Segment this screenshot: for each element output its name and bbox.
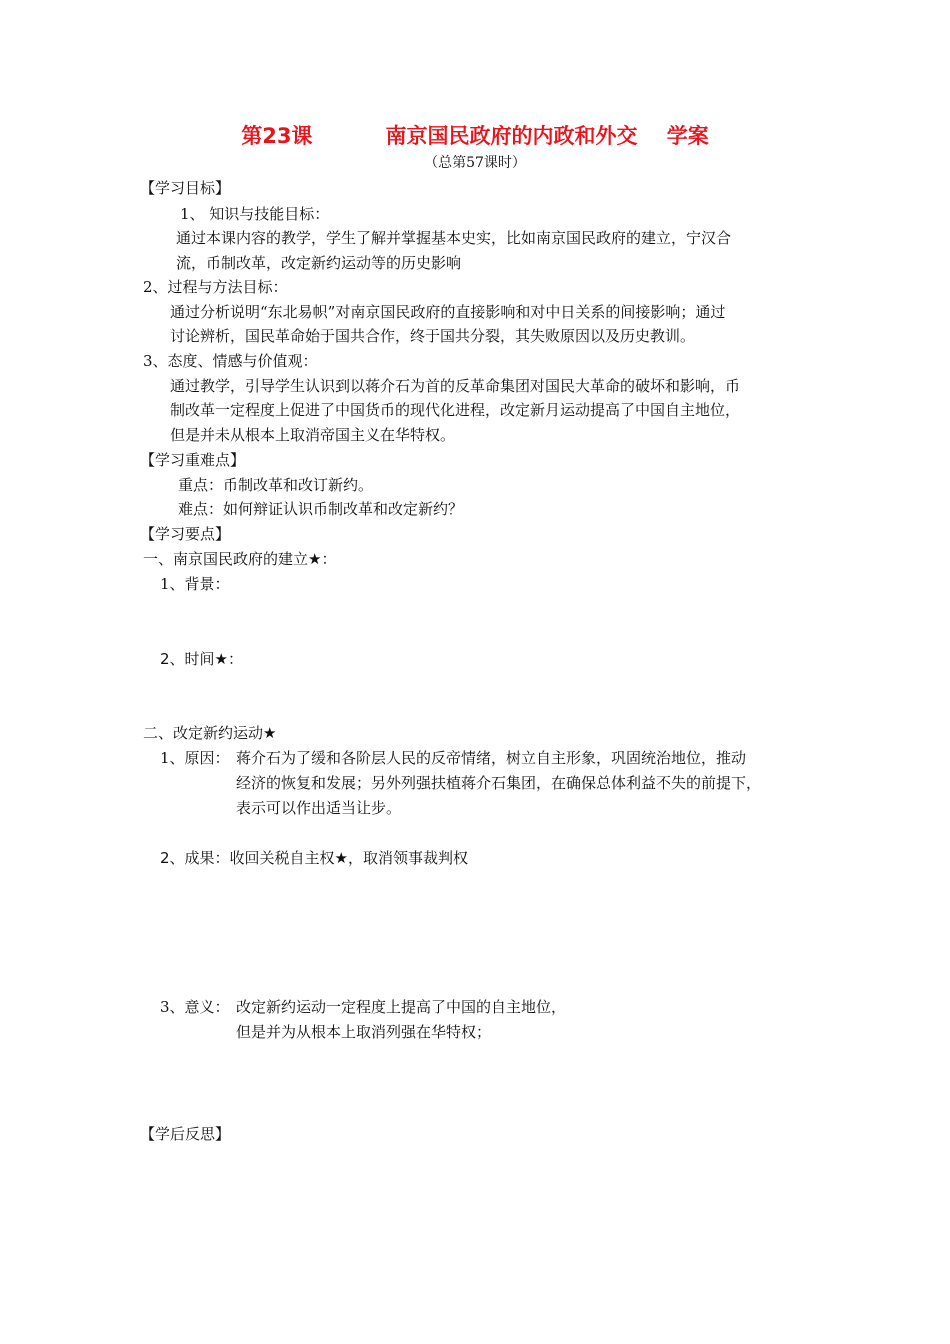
objectives-heading: 【学习目标】 xyxy=(140,179,231,197)
document-subtitle: （总第57课时） xyxy=(424,155,526,171)
knowledge-goal-text-1: 通过本课内容的教学，学生了解并掌握基本史实，比如南京国民政府的建立，宁汉合 xyxy=(176,229,732,247)
reflection-heading: 【学后反思】 xyxy=(140,1125,231,1143)
section2-result: 2、成果：收回关税自主权★，取消领事裁判权 xyxy=(160,849,468,867)
section2-meaning-text-1: 改定新约运动一定程度上提高了中国的自主地位， xyxy=(236,998,567,1016)
keypoints-heading: 【学习重难点】 xyxy=(140,451,246,469)
key-point: 重点：币制改革和改订新约。 xyxy=(178,476,374,494)
section2-cause-text-2: 经济的恢复和发展；另外列强扶植蒋介石集团，在确保总体利益不失的前提下， xyxy=(236,774,762,792)
attitude-goal-text-2: 制改革一定程度上促进了中国货币的现代化进程，改定新月运动提高了中国自主地位， xyxy=(170,401,741,419)
difficult-point: 难点：如何辩证认识币制改革和改定新约？ xyxy=(178,500,464,518)
section1-background: 1、背景： xyxy=(160,575,230,593)
section2-cause-text-3: 表示可以作出适当让步。 xyxy=(236,799,402,817)
process-goal-text-1: 通过分析说明“东北易帜”对南京国民政府的直接影响和对中日关系的间接影响；通过 xyxy=(170,303,726,321)
section1-title: 一、南京国民政府的建立★： xyxy=(143,550,337,568)
process-goal-text-2: 讨论辨析，国民革命始于国共合作，终于国共分裂，其失败原因以及历史教训。 xyxy=(170,327,696,345)
section2-title: 二、改定新约运动★ xyxy=(143,724,277,742)
section2-meaning-label: 3、意义： xyxy=(160,998,230,1016)
section2-meaning-text-2: 但是并为从根本上取消列强在华特权； xyxy=(236,1023,492,1041)
section2-cause-label: 1、原因： xyxy=(160,749,230,767)
knowledge-goal-text-2: 流，币制改革，改定新约运动等的历史影响 xyxy=(176,254,462,272)
knowledge-goal-label: 1、 知识与技能目标： xyxy=(180,205,330,223)
process-goal-label: 2、过程与方法目标： xyxy=(143,278,288,296)
section1-time: 2、时间★： xyxy=(160,650,243,668)
section2-cause-text-1: 蒋介石为了缓和各阶层人民的反帝情绪，树立自主形象，巩固统治地位，推动 xyxy=(236,749,747,767)
essentials-heading: 【学习要点】 xyxy=(140,525,231,543)
document-title: 第23课 南京国民政府的内政和外交 学案 xyxy=(241,124,709,148)
attitude-goal-text-1: 通过教学，引导学生认识到以蒋介石为首的反革命集团对国民大革命的破坏和影响，币 xyxy=(170,377,741,395)
attitude-goal-text-3: 但是并未从根本上取消帝国主义在华特权。 xyxy=(170,426,456,444)
attitude-goal-label: 3、态度、情感与价值观： xyxy=(143,352,318,370)
